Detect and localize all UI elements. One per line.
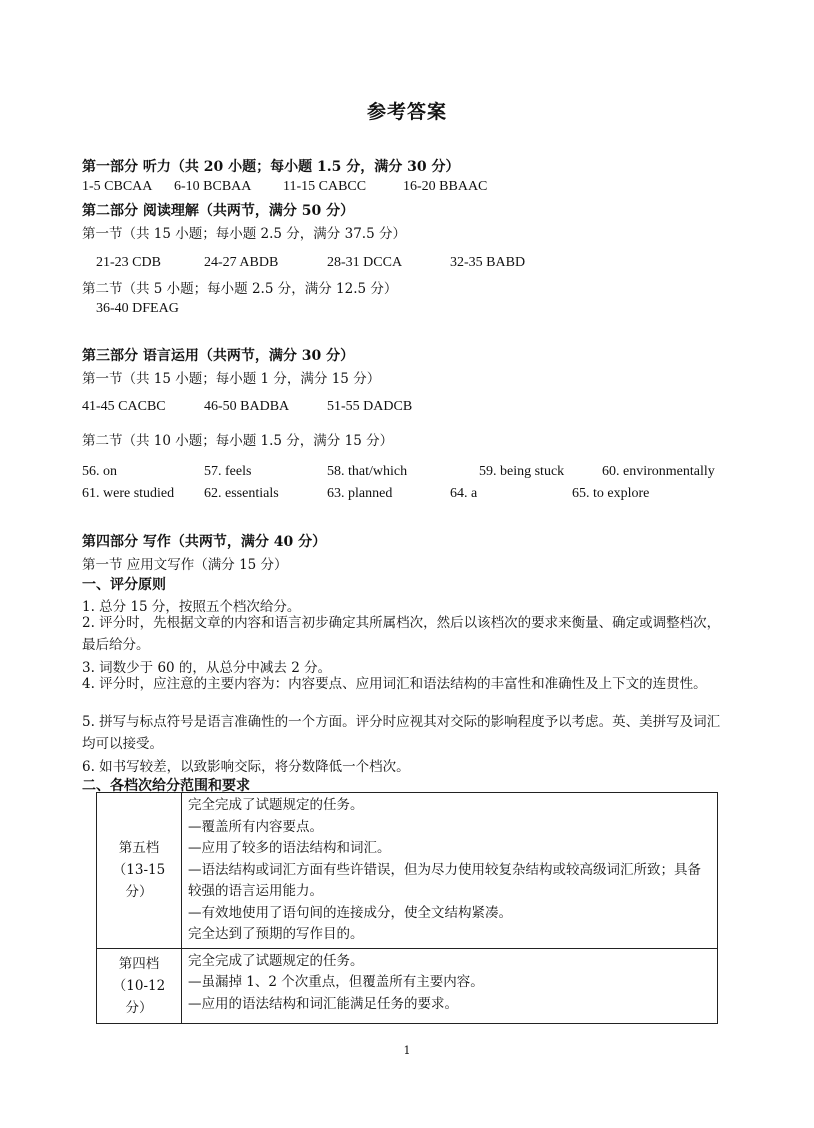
level-range: （10-12 [112,977,166,994]
part3-section1-label: 第一节（共 15 小题；每小题 1 分，满分 15 分） [82,371,381,387]
page-number: 1 [403,1044,411,1057]
answer-item: 60. environmentally [602,464,715,479]
answer-group: 11-15 CABCC [283,179,367,194]
part2-heading: 第二部分 阅读理解（共两节，满分 50 分） [82,203,355,219]
answer-group: 21-23 CDB [96,255,161,270]
description-line: —应用的语法结构和词汇能满足任务的要求。 [188,995,458,1012]
answer-group: 32-35 BABD [450,255,526,270]
answer-group: 36-40 DFEAG [96,301,179,316]
principle-item: 1. 总分 15 分，按照五个档次给分。 [82,599,301,615]
principles-heading: 一、评分原则 [82,577,166,593]
table-row [97,793,718,949]
answer-group: 28-31 DCCA [327,255,403,270]
description-line: —有效地使用了语句间的连接成分，使全文结构紧凑。 [188,904,512,921]
part2-section2-label: 第二节（共 5 小题；每小题 2.5 分，满分 12.5 分） [82,281,398,297]
answer-item: 64. a [450,486,478,501]
level-cell [97,948,182,1023]
principle-item: 6. 如书写较差，以致影响交际，将分数降低一个档次。 [82,759,410,775]
level-range-end: 分） [125,999,153,1016]
description-line: —应用了较多的语法结构和词汇。 [188,840,391,856]
answer-item: 58. that/which [327,464,408,479]
answer-item: 63. planned [327,486,393,501]
part2-section1-label: 第一节（共 15 小题；每小题 2.5 分，满分 37.5 分） [82,226,406,242]
level-description [182,793,718,949]
level-name: 第四档 [118,955,160,972]
principle-item: 2. 评分时，先根据文章的内容和语言初步确定其所属档次，然后以该档次的要求来衡量、确定或调整档次，最后给分。 [82,615,721,653]
description-line: —虽漏掉 1、2 个次重点，但覆盖所有主要内容。 [188,974,484,990]
answer-item: 57. feels [204,464,252,479]
level-cell [97,793,182,949]
level-name: 第五档 [118,840,160,857]
description-line: —语法结构或词汇方面有些许错误，但为尽力使用较复杂结构或较高级词汇所致；具备较强的语言运用能力。 [188,861,701,899]
level-range: （13-15 [112,862,166,879]
page-title: 参考答案 [366,101,447,123]
description-line: 完全完成了试题规定的任务。 [188,797,364,813]
level-description [182,948,718,1023]
answer-group: 41-45 CACBC [82,399,166,414]
answer-item: 62. essentials [204,486,279,501]
answer-group: 6-10 BCBAA [174,179,252,194]
rubric-table [96,792,718,1024]
answer-group: 24-27 ABDB [204,255,279,270]
answer-group: 51-55 DADCB [327,399,413,414]
description-line: 完全完成了试题规定的任务。 [188,952,364,969]
answer-item: 59. being stuck [479,464,565,479]
part4-section1-label: 第一节 应用文写作（满分 15 分） [82,557,288,573]
levels-heading: 二、各档次给分范围和要求 [82,778,250,794]
principle-item: 5. 拼写与标点符号是语言准确性的一个方面。评分时应视其对交际的影响程度予以考虑。英、美拼写及词汇均可以接受。 [82,714,721,752]
part3-heading: 第三部分 语言运用（共两节，满分 30 分） [82,348,355,364]
description-line: —覆盖所有内容要点。 [188,818,323,835]
table-row [97,948,718,1023]
principle-item: 3. 词数少于 60 的，从总分中减去 2 分。 [82,660,332,676]
principle-item: 4. 评分时，应注意的主要内容为：内容要点、应用词汇和语法结构的丰富性和准确性及上下文的连贯性。 [82,676,707,692]
part3-section2-label: 第二节（共 10 小题；每小题 1.5 分，满分 15 分） [82,433,394,449]
answer-item: 65. to explore [572,486,650,501]
answer-item: 56. on [82,464,117,479]
level-range-end: 分） [125,884,153,901]
part1-heading: 第一部分 听力（共 20 小题；每小题 1.5 分，满分 30 分） [82,159,460,175]
answer-group: 1-5 CBCAA [82,179,153,194]
answer-group: 16-20 BBAAC [403,179,488,194]
description-line: 完全达到了预期的写作目的。 [188,926,364,942]
answer-item: 61. were studied [82,486,175,501]
answer-group: 46-50 BADBA [204,399,290,414]
part4-heading: 第四部分 写作（共两节，满分 40 分） [82,534,327,550]
